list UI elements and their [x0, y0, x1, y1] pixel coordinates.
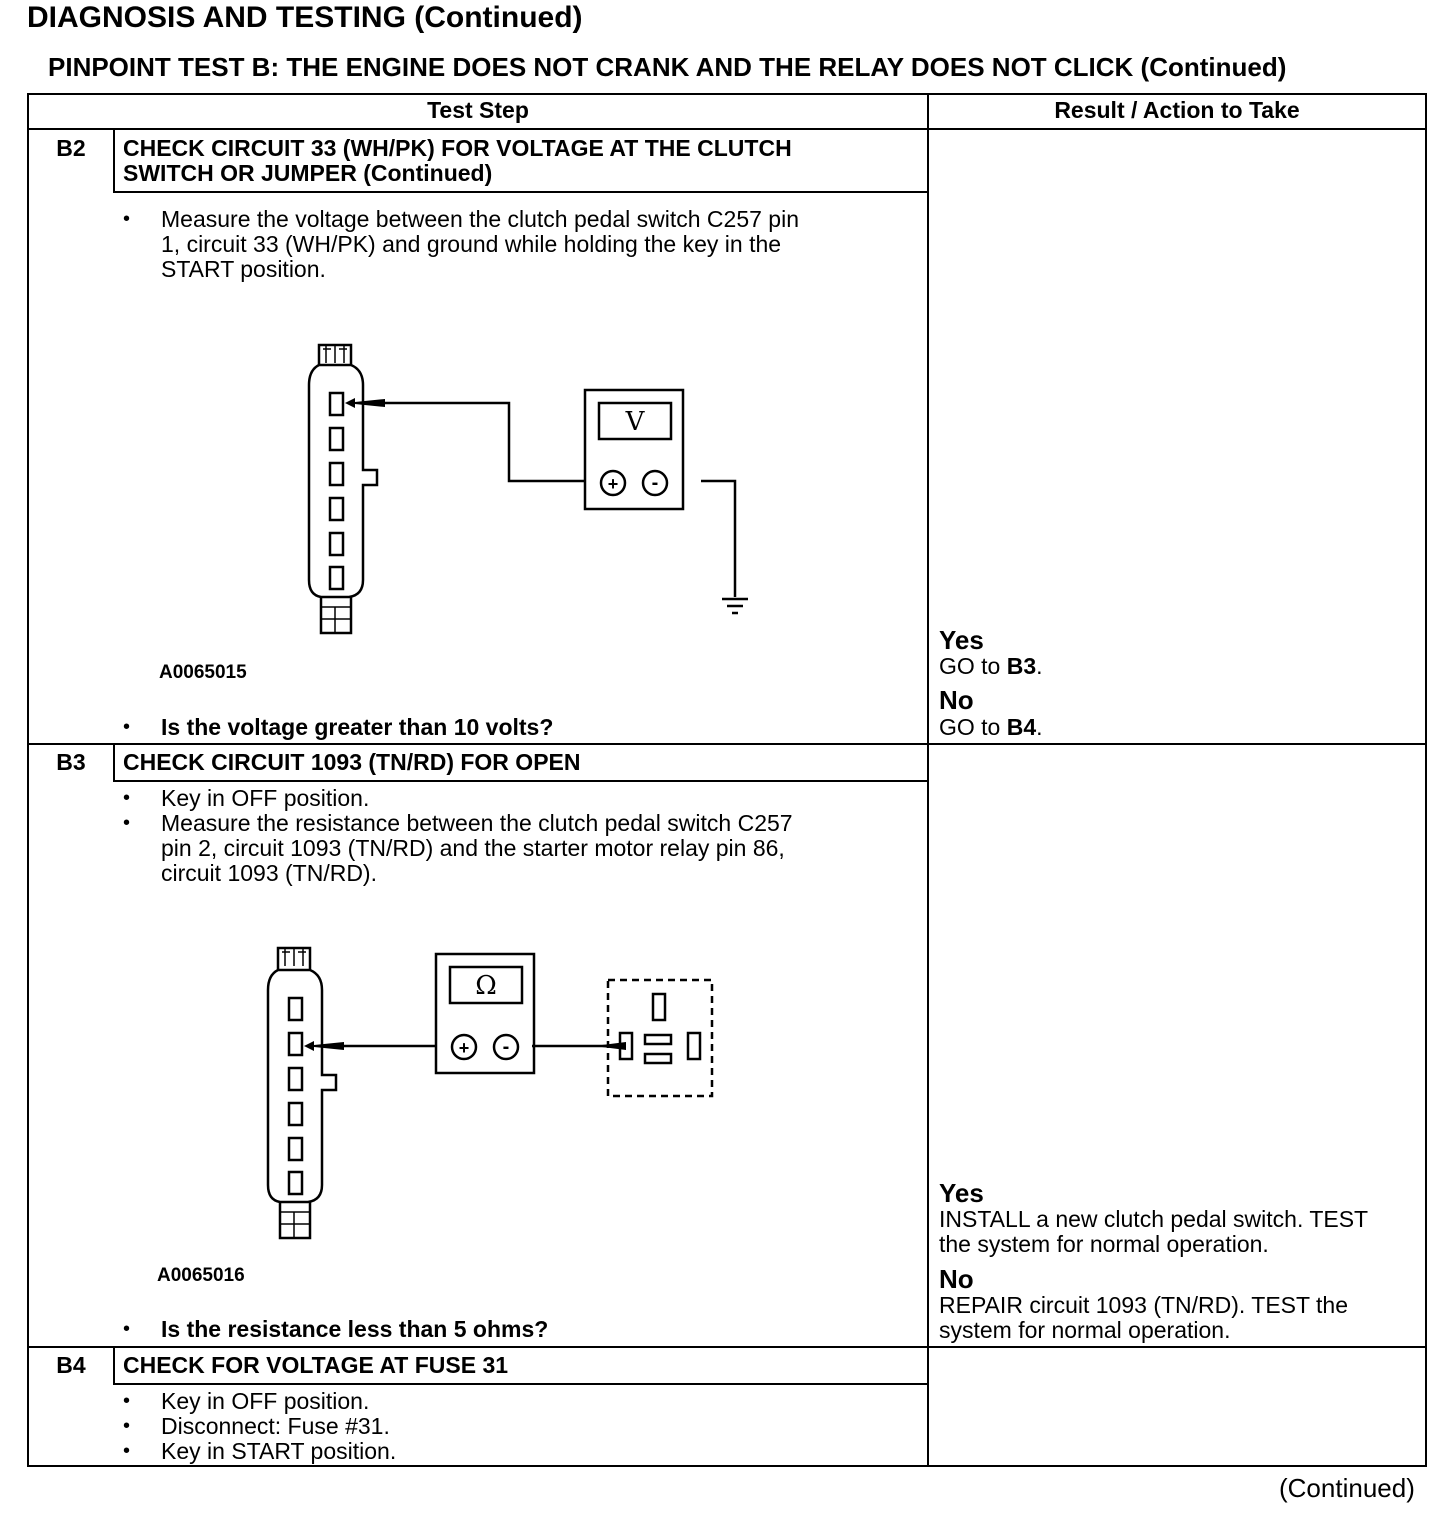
voltmeter-diagram: [289, 335, 759, 645]
instruction-b4-1: Key in OFF position.: [161, 1388, 370, 1414]
result-no-action-line2: system for normal operation.: [939, 1317, 1231, 1343]
svg-text:+: +: [458, 1038, 470, 1058]
result-no-action-line1: REPAIR circuit 1093 (TN/RD). TEST the: [939, 1292, 1349, 1318]
question-b2: Is the voltage greater than 10 volts?: [161, 714, 554, 740]
bullet-icon: •: [123, 787, 131, 809]
figure-id-b2: A0065015: [159, 662, 247, 683]
question-b3: Is the resistance less than 5 ohms?: [161, 1316, 549, 1342]
id-divider-b4: [113, 1347, 115, 1383]
instruction-b2-line1: Measure the voltage between the clutch pedal switch C257 pin: [161, 206, 800, 232]
step-title-b2-line1: CHECK CIRCUIT 33 (WH/PK) FOR VOLTAGE AT THE CLUTCH: [123, 135, 792, 161]
result-no-label: No: [939, 1264, 974, 1294]
bullet-icon: •: [123, 1390, 131, 1412]
page-subtitle: PINPOINT TEST B: THE ENGINE DOES NOT CRANK AND THE RELAY DOES NOT CLICK (Continued): [48, 52, 1287, 82]
figure-id-b3: A0065016: [157, 1265, 245, 1286]
header-divider: [29, 128, 1425, 130]
svg-text:+: +: [607, 474, 619, 494]
result-yes-label: Yes: [939, 625, 984, 655]
bullet-icon: •: [123, 1318, 131, 1340]
step-ref-b3: B3: [1006, 653, 1037, 679]
result-yes-action: GO to B3.: [939, 653, 1043, 679]
column-header-result: Result / Action to Take: [1054, 97, 1300, 123]
step-title-b4: CHECK FOR VOLTAGE AT FUSE 31: [123, 1352, 509, 1378]
instruction-b3-2-line3: circuit 1093 (TN/RD).: [161, 860, 377, 886]
row-divider-b2-b3: [29, 743, 1425, 745]
step-title-b2-line2: SWITCH OR JUMPER (Continued): [123, 160, 493, 186]
column-divider: [927, 95, 929, 1467]
result-yes-label: Yes: [939, 1178, 984, 1208]
page-title: DIAGNOSIS AND TESTING (Continued): [27, 1, 583, 34]
pinpoint-test-table: [27, 93, 1427, 1467]
step-ref-b4: B4: [1006, 714, 1037, 740]
bullet-icon: •: [123, 812, 131, 834]
b2-title-divider: [113, 191, 927, 193]
instruction-b4-3: Key in START position.: [161, 1438, 397, 1464]
ohmmeter-diagram: [254, 940, 724, 1250]
instruction-b3-2-line2: pin 2, circuit 1093 (TN/RD) and the starter motor relay pin 86,: [161, 835, 785, 861]
b4-title-divider: [113, 1383, 927, 1385]
step-title-b3: CHECK CIRCUIT 1093 (TN/RD) FOR OPEN: [123, 749, 581, 775]
id-divider-b3: [113, 744, 115, 780]
step-id-b3: B3: [56, 749, 86, 775]
column-header-test-step: Test Step: [427, 97, 529, 123]
meter-symbol: Ω: [475, 971, 497, 1001]
bullet-icon: •: [123, 716, 131, 738]
meter-symbol: V: [625, 407, 645, 437]
svg-text:-: -: [651, 472, 659, 494]
row-divider-b3-b4: [29, 1346, 1425, 1348]
result-yes-action-line2: the system for normal operation.: [939, 1231, 1269, 1257]
instruction-b3-1: Key in OFF position.: [161, 785, 370, 811]
instruction-b2-line2: 1, circuit 33 (WH/PK) and ground while holding the key in the: [161, 231, 782, 257]
result-yes-action-line1: INSTALL a new clutch pedal switch. TEST: [939, 1206, 1369, 1232]
bullet-icon: •: [123, 1415, 131, 1437]
instruction-b3-2-line1: Measure the resistance between the clutch pedal switch C257: [161, 810, 793, 836]
result-no-action: GO to B4.: [939, 714, 1043, 740]
b3-title-divider: [113, 780, 927, 782]
step-id-b4: B4: [56, 1352, 86, 1378]
id-divider-b2: [113, 130, 115, 192]
instruction-b4-2: Disconnect: Fuse #31.: [161, 1413, 390, 1439]
step-id-b2: B2: [56, 135, 86, 161]
continued-label: (Continued): [1279, 1473, 1415, 1503]
result-no-label: No: [939, 685, 974, 715]
svg-text:-: -: [502, 1036, 510, 1058]
bullet-icon: •: [123, 1440, 131, 1462]
bullet-icon: •: [123, 208, 131, 230]
instruction-b2-line3: START position.: [161, 256, 326, 282]
